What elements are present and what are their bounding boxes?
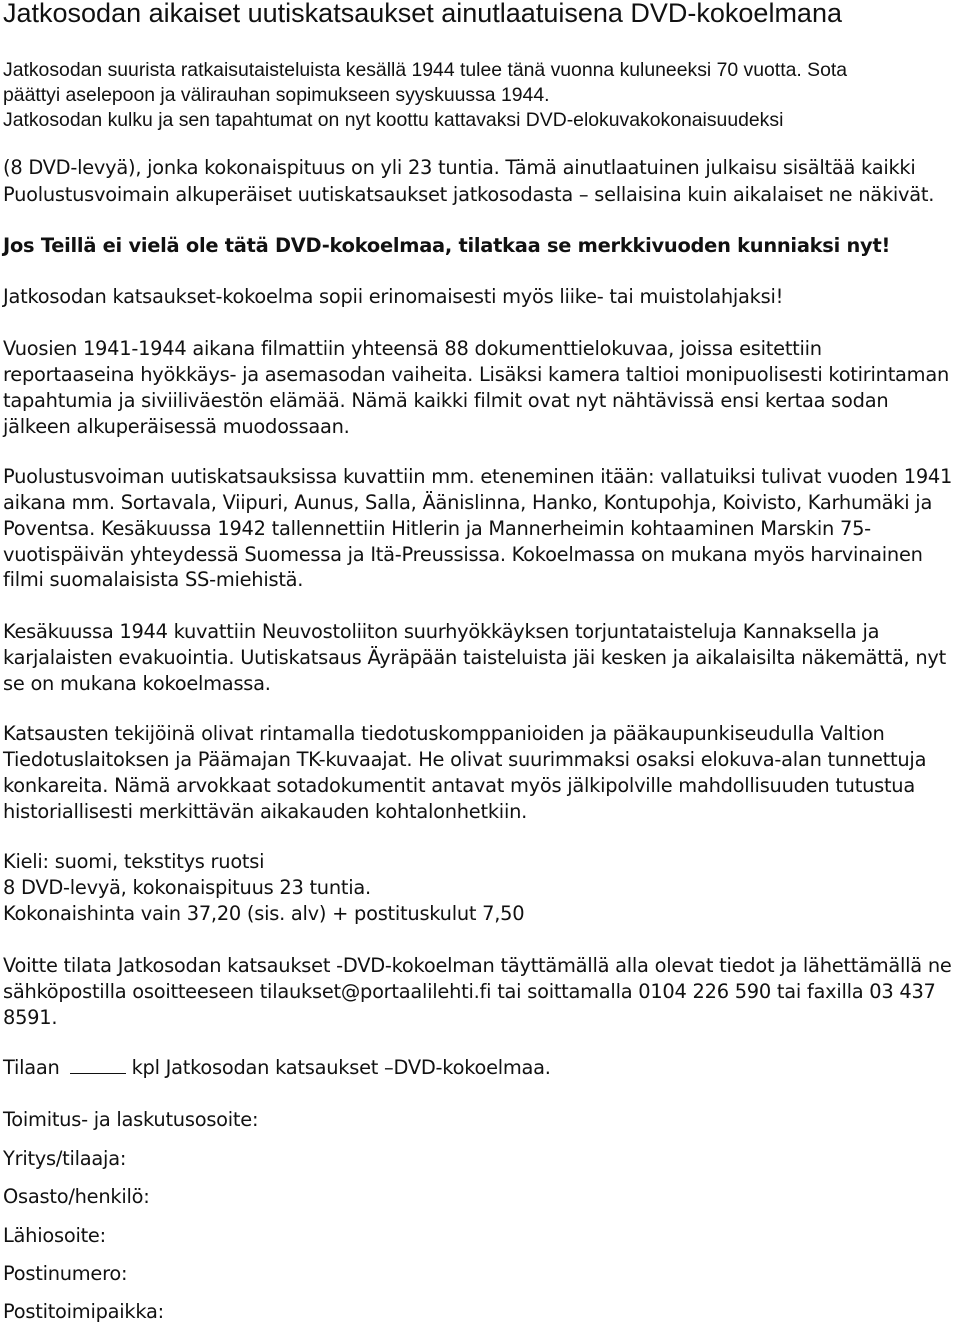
intro-line-2: päättyi aselepoon ja välirauhan sopimukseen syyskuussa 1944. — [3, 84, 550, 106]
intro-line-1: Jatkosodan suurista ratkaisutaisteluista kesällä 1944 tulee tänä vuonna kuluneeksi 70 vuotta. Sota — [3, 59, 848, 81]
content-line-1: Puolustusvoiman uutiskatsauksissa kuvattiin mm. eteneminen itään: vallatuiksi tulivat vuoden 1941 — [3, 465, 953, 488]
films-line-1: Vuosien 1941-1944 aikana filmattiin yhteensä 88 dokumenttielokuvaa, joissa esitettiin — [3, 337, 822, 360]
summer1944-line-2: karjalaisten evakuointia. Uutiskatsaus Äyräpään taisteluista jäi kesken ja aikalaisilta näkemättä, nyt — [3, 646, 946, 669]
films-line-3: tapahtumia ja siviiliväestön elämää. Nämä kaikki filmit ovat nyt nähtävissä ensi kertaa sodan — [3, 389, 889, 412]
makers-line-4: historiallisesti merkittävän aikakauden kohtalonhetkiin. — [3, 800, 528, 823]
spec-price: Kokonaishinta vain 37,20 (sis. alv) + postituskulut 7,50 — [3, 902, 525, 925]
page-title: Jatkosodan aikaiset uutiskatsaukset ainutlaatuisena DVD-kokoelmana — [3, 0, 842, 28]
order-quantity-line — [3, 1058, 551, 1077]
makers-line-1: Katsausten tekijöinä olivat rintamalla tiedotuskomppanioiden ja pääkaupunkiseudulla Valtion — [3, 722, 885, 745]
content-line-3: Poventsa. Kesäkuussa 1942 tallennettiin Hitlerin ja Mannerheimin kohtaaminen Marskin 75- — [3, 517, 871, 540]
makers-line-2: Tiedotuslaitoksen ja Päämajan TK-kuvaajat. He olivat suurimmaksi osaksi elokuva-alan tunnettuja — [3, 748, 927, 771]
summer1944-line-3: se on mukana kokoelmassa. — [3, 672, 271, 695]
intro-line-5: Puolustusvoimain alkuperäiset uutiskatsaukset jatkosodasta – sellaisina kuin aikalaiset ne näkivät. — [3, 183, 935, 206]
gift-line: Jatkosodan katsaukset-kokoelma sopii erinomaisesti myös liike- tai muistolahjaksi! — [3, 285, 784, 308]
order-suffix: kpl Jatkosodan katsaukset –DVD-kokoelmaa. — [131, 1056, 551, 1079]
order-prefix: Tilaan — [3, 1056, 60, 1079]
department-field-label: Osasto/henkilö: — [3, 1185, 150, 1208]
street-field-label: Lähiosoite: — [3, 1224, 106, 1247]
content-line-5: filmi suomalaisista SS-miehistä. — [3, 568, 304, 591]
quantity-blank-field[interactable] — [70, 1059, 126, 1074]
makers-line-3: konkareita. Nämä arvokkaat sotadokumentit antavat myös jälkipolville mahdollisuuden tutustua — [3, 774, 915, 797]
address-heading: Toimitus- ja laskutusosoite: — [3, 1108, 259, 1131]
postcode-field-label: Postinumero: — [3, 1262, 128, 1285]
order-info-line-1: Voitte tilata Jatkosodan katsaukset -DVD-kokoelman täyttämällä alla olevat tiedot ja lähettämällä ne — [3, 954, 952, 977]
intro-line-3: Jatkosodan kulku ja sen tapahtumat on nyt koottu kattavaksi DVD-elokuvakokonaisuudeksi — [3, 109, 784, 131]
spec-discs: 8 DVD-levyä, kokonaispituus 23 tuntia. — [3, 876, 371, 899]
summer1944-line-1: Kesäkuussa 1944 kuvattiin Neuvostoliiton suurhyökkäyksen torjuntataisteluja Kannaksella ja — [3, 620, 880, 643]
order-info-line-3: 8591. — [3, 1006, 58, 1029]
order-info-line-2: sähköpostilla osoitteeseen tilaukset@portaalilehti.fi tai soittamalla 0104 226 590 tai faxilla 03 437 — [3, 980, 936, 1003]
content-line-2: aikana mm. Sortavala, Viipuri, Aunus, Salla, Äänislinna, Hanko, Kontupohja, Koivisto, Karhumäki ja — [3, 491, 933, 514]
films-line-4: jälkeen alkuperäisessä muodossaan. — [3, 415, 350, 438]
company-field-label: Yritys/tilaaja: — [3, 1147, 127, 1170]
content-line-4: vuotispäivän yhteydessä Suomessa ja Itä-Preussissa. Kokoelmassa on mukana myös harvinainen — [3, 543, 923, 566]
city-field-label: Postitoimipaikka: — [3, 1300, 164, 1323]
films-line-2: reportaaseina hyökkäys- ja asemasodan vaiheita. Lisäksi kamera taltioi monipuolisesti kotirintaman — [3, 363, 949, 386]
intro-line-4: (8 DVD-levyä), jonka kokonaispituus on yli 23 tuntia. Tämä ainutlaatuinen julkaisu sisältää kaikki — [3, 156, 916, 179]
spec-language: Kieli: suomi, tekstitys ruotsi — [3, 850, 265, 873]
cta-bold-line: Jos Teillä ei vielä ole tätä DVD-kokoelmaa, tilatkaa se merkkivuoden kunniaksi nyt! — [3, 234, 891, 257]
